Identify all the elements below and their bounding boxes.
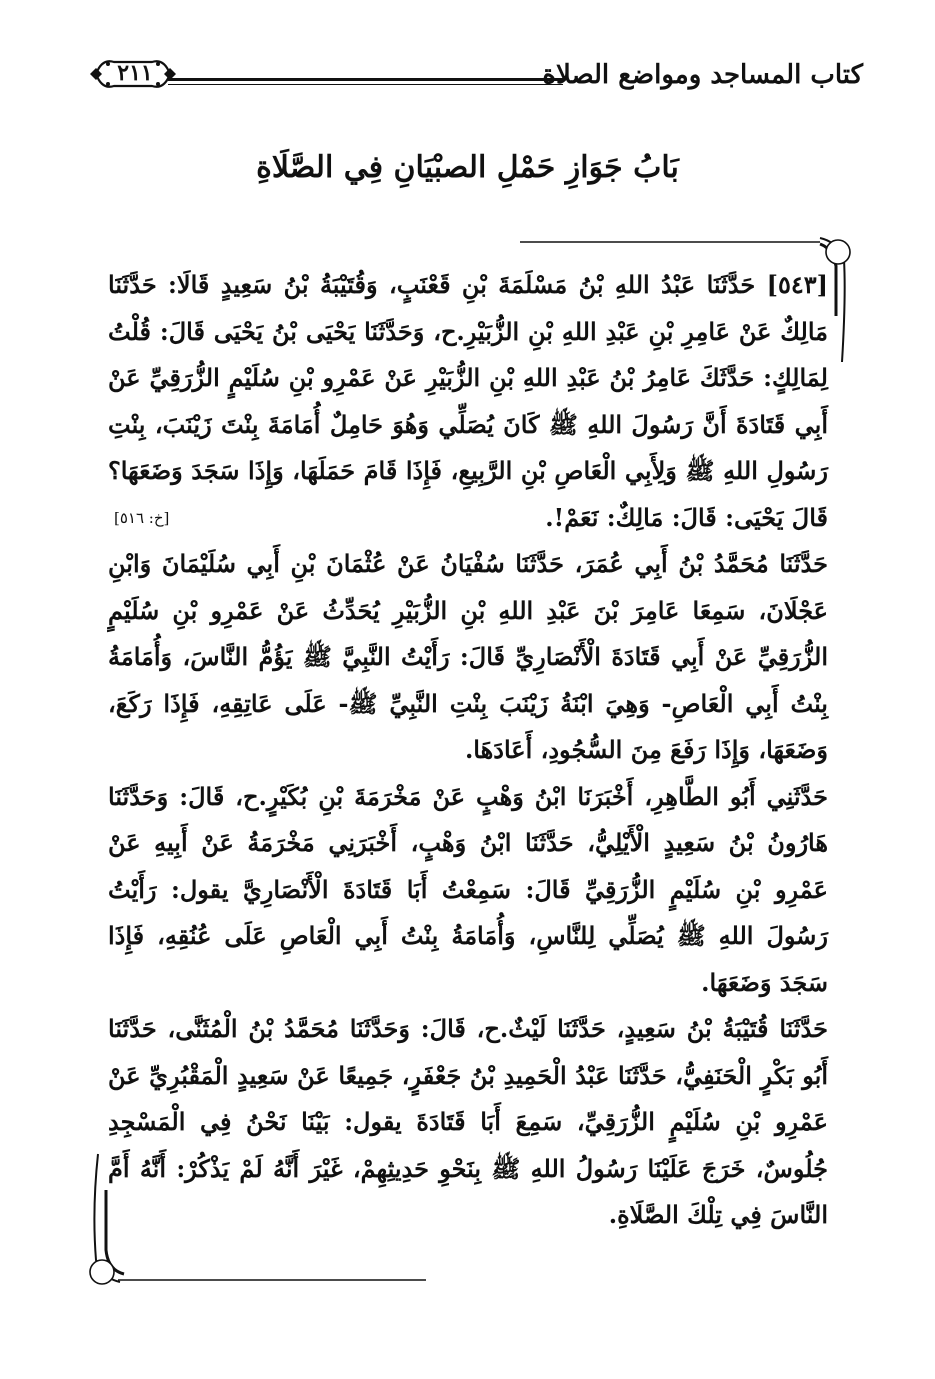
header-rule-thin [168, 84, 563, 85]
book-title: كتاب المساجد ومواضع الصلاة [542, 60, 863, 90]
paragraph-text: حَدَّثَنَا قُتَيْبَةُ بْنُ سَعِيدٍ، حَدَّثَنَا لَيْثٌ.ح، قَالَ: وَحَدَّثَنَا مُحَمَّدُ بْنُ الْمُثَنَّى، حَدَّثَنَا أَبُو بَكْرٍ الْحَنَفِيُّ، حَدَّثَنَا عَبْدُ الْحَمِيدِ بْنُ جَعْفَرٍ، جَمِيعًا عَنْ سَعِيدٍ الْمَقْبُرِيِّ عَنْ عَمْرِو بْنِ سُلَيْمٍ الزُّرَقِيِّ، سَمِعَ أَبَا قَتَادَةَ يقول: بَيْنَا نَحْنُ فِي الْمَسْجِدِ جُلُوسٌ، خَرَجَ عَلَيْنَا رَسُولُ اللهِ ﷺ بِنَحْوِ حَدِيثِهِمْ، غَيْرَ أَنَّهُ لَمْ يَذْكُرْ: أَنَّهُ أَمَّ النَّاسَ فِي تِلْكَ الصَّلَاةِ. [108, 1014, 828, 1229]
cross-reference: [خ: ٥١٦] [114, 508, 170, 527]
hadith-text [108, 262, 828, 1239]
running-header [88, 52, 863, 100]
hadith-paragraph [108, 262, 828, 541]
paragraph-text: [٥٤٣] حَدَّثَنَا عَبْدُ اللهِ بْنُ مَسْلَمَةَ بْنِ قَعْنَبٍ، وَقُتَيْبَةُ بْنُ سَعِيدٍ قَالَا: حَدَّثَنَا مَالِكٌ عَنْ عَامِرِ بْنِ عَبْدِ اللهِ بْنِ الزُّبَيْرِ.ح، وَحَدَّثَنَا يَحْيَى بْنُ يَحْيَى قَالَ: قُلْتُ لِمَالِكٍ: حَدَّثَكَ عَامِرُ بْنُ عَبْدِ اللهِ بْنِ الزُّبَيْرِ عَنْ عَمْرِو بْنِ سُلَيْمٍ الزُّرَقِيِّ عَنْ أَبِي قَتَادَةَ أَنَّ رَسُولَ اللهِ ﷺ كَانَ يُصَلِّي وَهُوَ حَامِلٌ أُمَامَةَ بِنْتَ زَيْنَبَ، بِنْتِ رَسُولِ اللهِ ﷺ وَلِأَبِي الْعَاصِ بْنِ الرَّبِيعِ، فَإِذَا قَامَ حَمَلَهَا، وَإِذَا سَجَدَ وَضَعَهَا؟ قَالَ يَحْيَى: قَالَ: مَالِكٌ: نَعَمْ!. [108, 270, 828, 532]
header-rule [168, 78, 563, 81]
chapter-title: بَابُ جَوَازِ حَمْلِ الصبْيَانِ فِي الصَّلَاةِ [256, 150, 679, 185]
hadith-paragraph [108, 1006, 828, 1239]
page-number-ornament [88, 52, 178, 96]
hadith-paragraph [108, 774, 828, 1007]
paragraph-text: حَدَّثَنَا مُحَمَّدُ بْنُ أَبِي عُمَرَ، حَدَّثَنَا سُفْيَانُ عَنْ عُثْمَانَ بْنِ أَبِي سُلَيْمَانَ وَابْنِ عَجْلَانَ، سَمِعَا عَامِرَ بْنَ عَبْدِ اللهِ بْنِ الزُّبَيْرِ يُحَدِّثُ عَنْ عَمْرِو بْنِ سُلَيْمٍ الزُّرَقِيِّ عَنْ أَبِي قَتَادَةَ الْأَنْصَارِيِّ قَالَ: رَأَيْتُ النَّبِيَّ ﷺ يَؤُمُّ النَّاسَ، وَأُمَامَةُ بِنْتُ أَبِي الْعَاصِ- وَهِيَ ابْنَةُ زَيْنَبَ بِنْتِ النَّبِيِّ ﷺ- عَلَى عَاتِقِهِ، فَإِذَا رَكَعَ، وَضَعَهَا، وَإِذَا رَفَعَ مِنَ السُّجُودِ، أَعَادَهَا. [108, 549, 828, 764]
hadith-paragraph [108, 541, 828, 774]
paragraph-text: حَدَّثَنِي أَبُو الطَّاهِرِ، أَخْبَرَنَا ابْنُ وَهْبٍ عَنْ مَخْرَمَةَ بْنِ بُكَيْرٍ.ح، قَالَ: وَحَدَّثَنَا هَارُونُ بْنُ سَعِيدٍ الْأَيْلِيُّ، حَدَّثَنَا ابْنُ وَهْبٍ، أَخْبَرَنِي مَخْرَمَةُ عَنْ أَبِيهِ عَنْ عَمْرِو بْنِ سُلَيْمٍ الزُّرَقِيِّ قَالَ: سَمِعْتُ أَبَا قَتَادَةَ الْأَنْصَارِيَّ يقول: رَأَيْتُ رَسُولَ اللهِ ﷺ يُصَلِّي لِلنَّاسِ، وَأُمَامَةُ بِنْتُ أَبِي الْعَاصِ عَلَى عُنُقِهِ، فَإِذَا سَجَدَ وَضَعَهَا. [108, 781, 828, 997]
page-number: ٢١١ [117, 60, 153, 86]
